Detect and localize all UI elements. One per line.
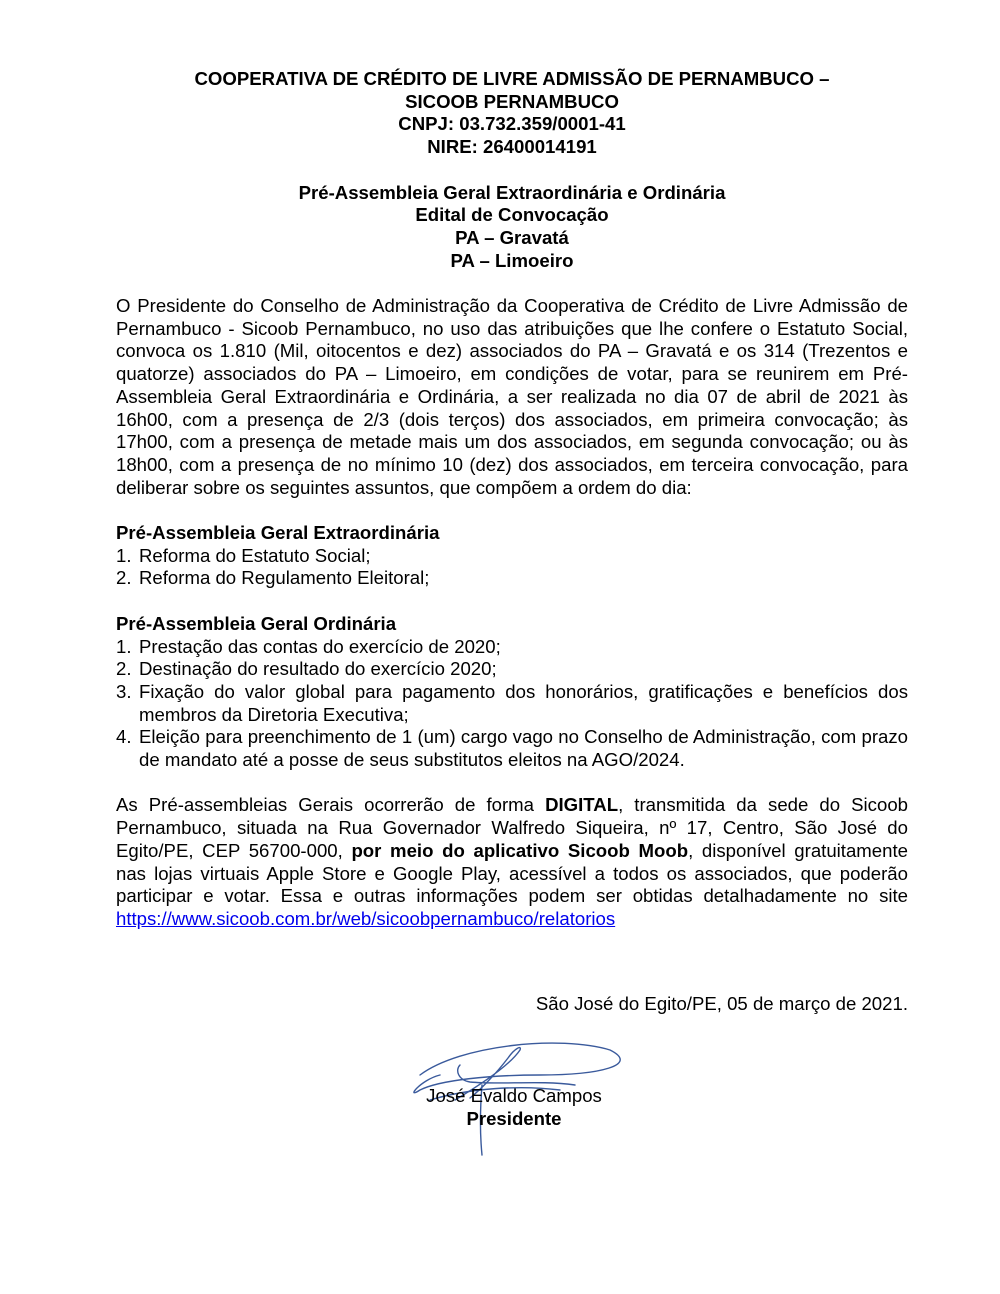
list-item xyxy=(116,658,908,681)
signature-block xyxy=(418,1085,610,1130)
list-number: 3. xyxy=(116,680,132,702)
intro-paragraph: O Presidente do Conselho de Administração da Cooperativa de Crédito de Livre Admissão de Pernambuco - Sicoob Pernambuco, no uso das atribuições que lhe confere o Estatuto Social, convoca os 1.810 (Mil, oitocentos e dez) associados do PA – Gravatá e os 314 (Trezentos e quatorze) associados do PA – Limoeiro, em condições de votar, para se reunirem em Pré-Assembleia Geral Extraordinária e Ordinária, a ser realizada no dia 07 de abril de 2021 às 16h00, com a presença de 2/3 (dois terços) dos associados, em primeira convocação; às 17h00, com a presença de metade mais um dos associados, em segunda convocação; ou às 18h00, com a presença de no mínimo 10 (dez) dos associados, em terceira convocação, para deliberar sobre os seguintes assuntos, que compõem a ordem do dia: xyxy=(116,295,908,498)
subheader-subtitle: Edital de Convocação xyxy=(415,204,609,226)
list-item xyxy=(116,681,908,726)
subheader-pa-2: PA – Limoeiro xyxy=(450,249,574,271)
list-text: Eleição para preenchimento de 1 (um) cargo vago no Conselho de Administração, com prazo de mandato até a posse de seus substitutos eleitos na AGO/2024. xyxy=(139,726,908,771)
header-line-2: SICOOB PERNAMBUCO xyxy=(405,90,619,112)
signatory-name: José Evaldo Campos xyxy=(426,1085,602,1106)
list-number: 1. xyxy=(116,635,132,657)
list-number: 4. xyxy=(116,726,132,748)
ordinaria-list xyxy=(116,636,908,772)
closing-bold-digital: DIGITAL xyxy=(545,794,619,816)
list-text: Fixação do valor global para pagamento dos honorários, gratificações e benefícios dos membros da Diretoria Executiva; xyxy=(139,680,908,725)
list-number: 2. xyxy=(116,567,132,589)
document-subheader xyxy=(116,182,908,273)
date-line: São José do Egito/PE, 05 de março de 2021. xyxy=(535,993,908,1014)
closing-text-3: , disponível gratuitamente nas lojas virtuais Apple Store e Google Play, acessível a todos os associados, que poderão participar e votar. Essa e outras informações podem ser obtidas detalhadamente no site xyxy=(116,839,908,907)
reports-link[interactable]: https://www.sicoob.com.br/web/sicoobpernambuco/relatorios xyxy=(116,907,616,929)
document-body xyxy=(116,68,908,931)
list-number: 1. xyxy=(116,544,132,566)
header-line-1: COOPERATIVA DE CRÉDITO DE LIVRE ADMISSÃO DE PERNAMBUCO – xyxy=(194,68,830,89)
document-header xyxy=(116,68,908,159)
extraordinaria-title: Pré-Assembleia Geral Extraordinária xyxy=(116,522,440,544)
header-cnpj: CNPJ: 03.732.359/0001-41 xyxy=(398,113,626,135)
closing-text-1: As Pré-assembleias Gerais ocorrerão de forma xyxy=(116,794,546,816)
list-item xyxy=(116,545,908,568)
subheader-title: Pré-Assembleia Geral Extraordinária e Ordinária xyxy=(298,181,726,203)
list-text: Destinação do resultado do exercício 2020; xyxy=(139,658,497,680)
list-number: 2. xyxy=(116,658,132,680)
signatory-role: Presidente xyxy=(466,1107,562,1129)
list-item xyxy=(116,726,908,771)
list-item xyxy=(116,567,908,590)
closing-text-2: , transmitida da sede do Sicoob Pernambuco, situada na Rua Governador Walfredo Siqueira, nº 17, Centro, São José do Egito/PE, CEP 56700-000, xyxy=(116,794,908,861)
ordinaria-title: Pré-Assembleia Geral Ordinária xyxy=(116,612,397,634)
list-item xyxy=(116,636,908,659)
list-text: Reforma do Estatuto Social; xyxy=(139,544,371,566)
closing-bold-app: por meio do aplicativo Sicoob Moob xyxy=(351,839,689,861)
header-nire: NIRE: 26400014191 xyxy=(427,136,597,158)
extraordinaria-list xyxy=(116,545,908,590)
subheader-pa-1: PA – Gravatá xyxy=(455,226,569,248)
list-text: Reforma do Regulamento Eleitoral; xyxy=(139,567,430,589)
list-text: Prestação das contas do exercício de 2020; xyxy=(139,635,501,657)
closing-paragraph xyxy=(116,794,908,930)
